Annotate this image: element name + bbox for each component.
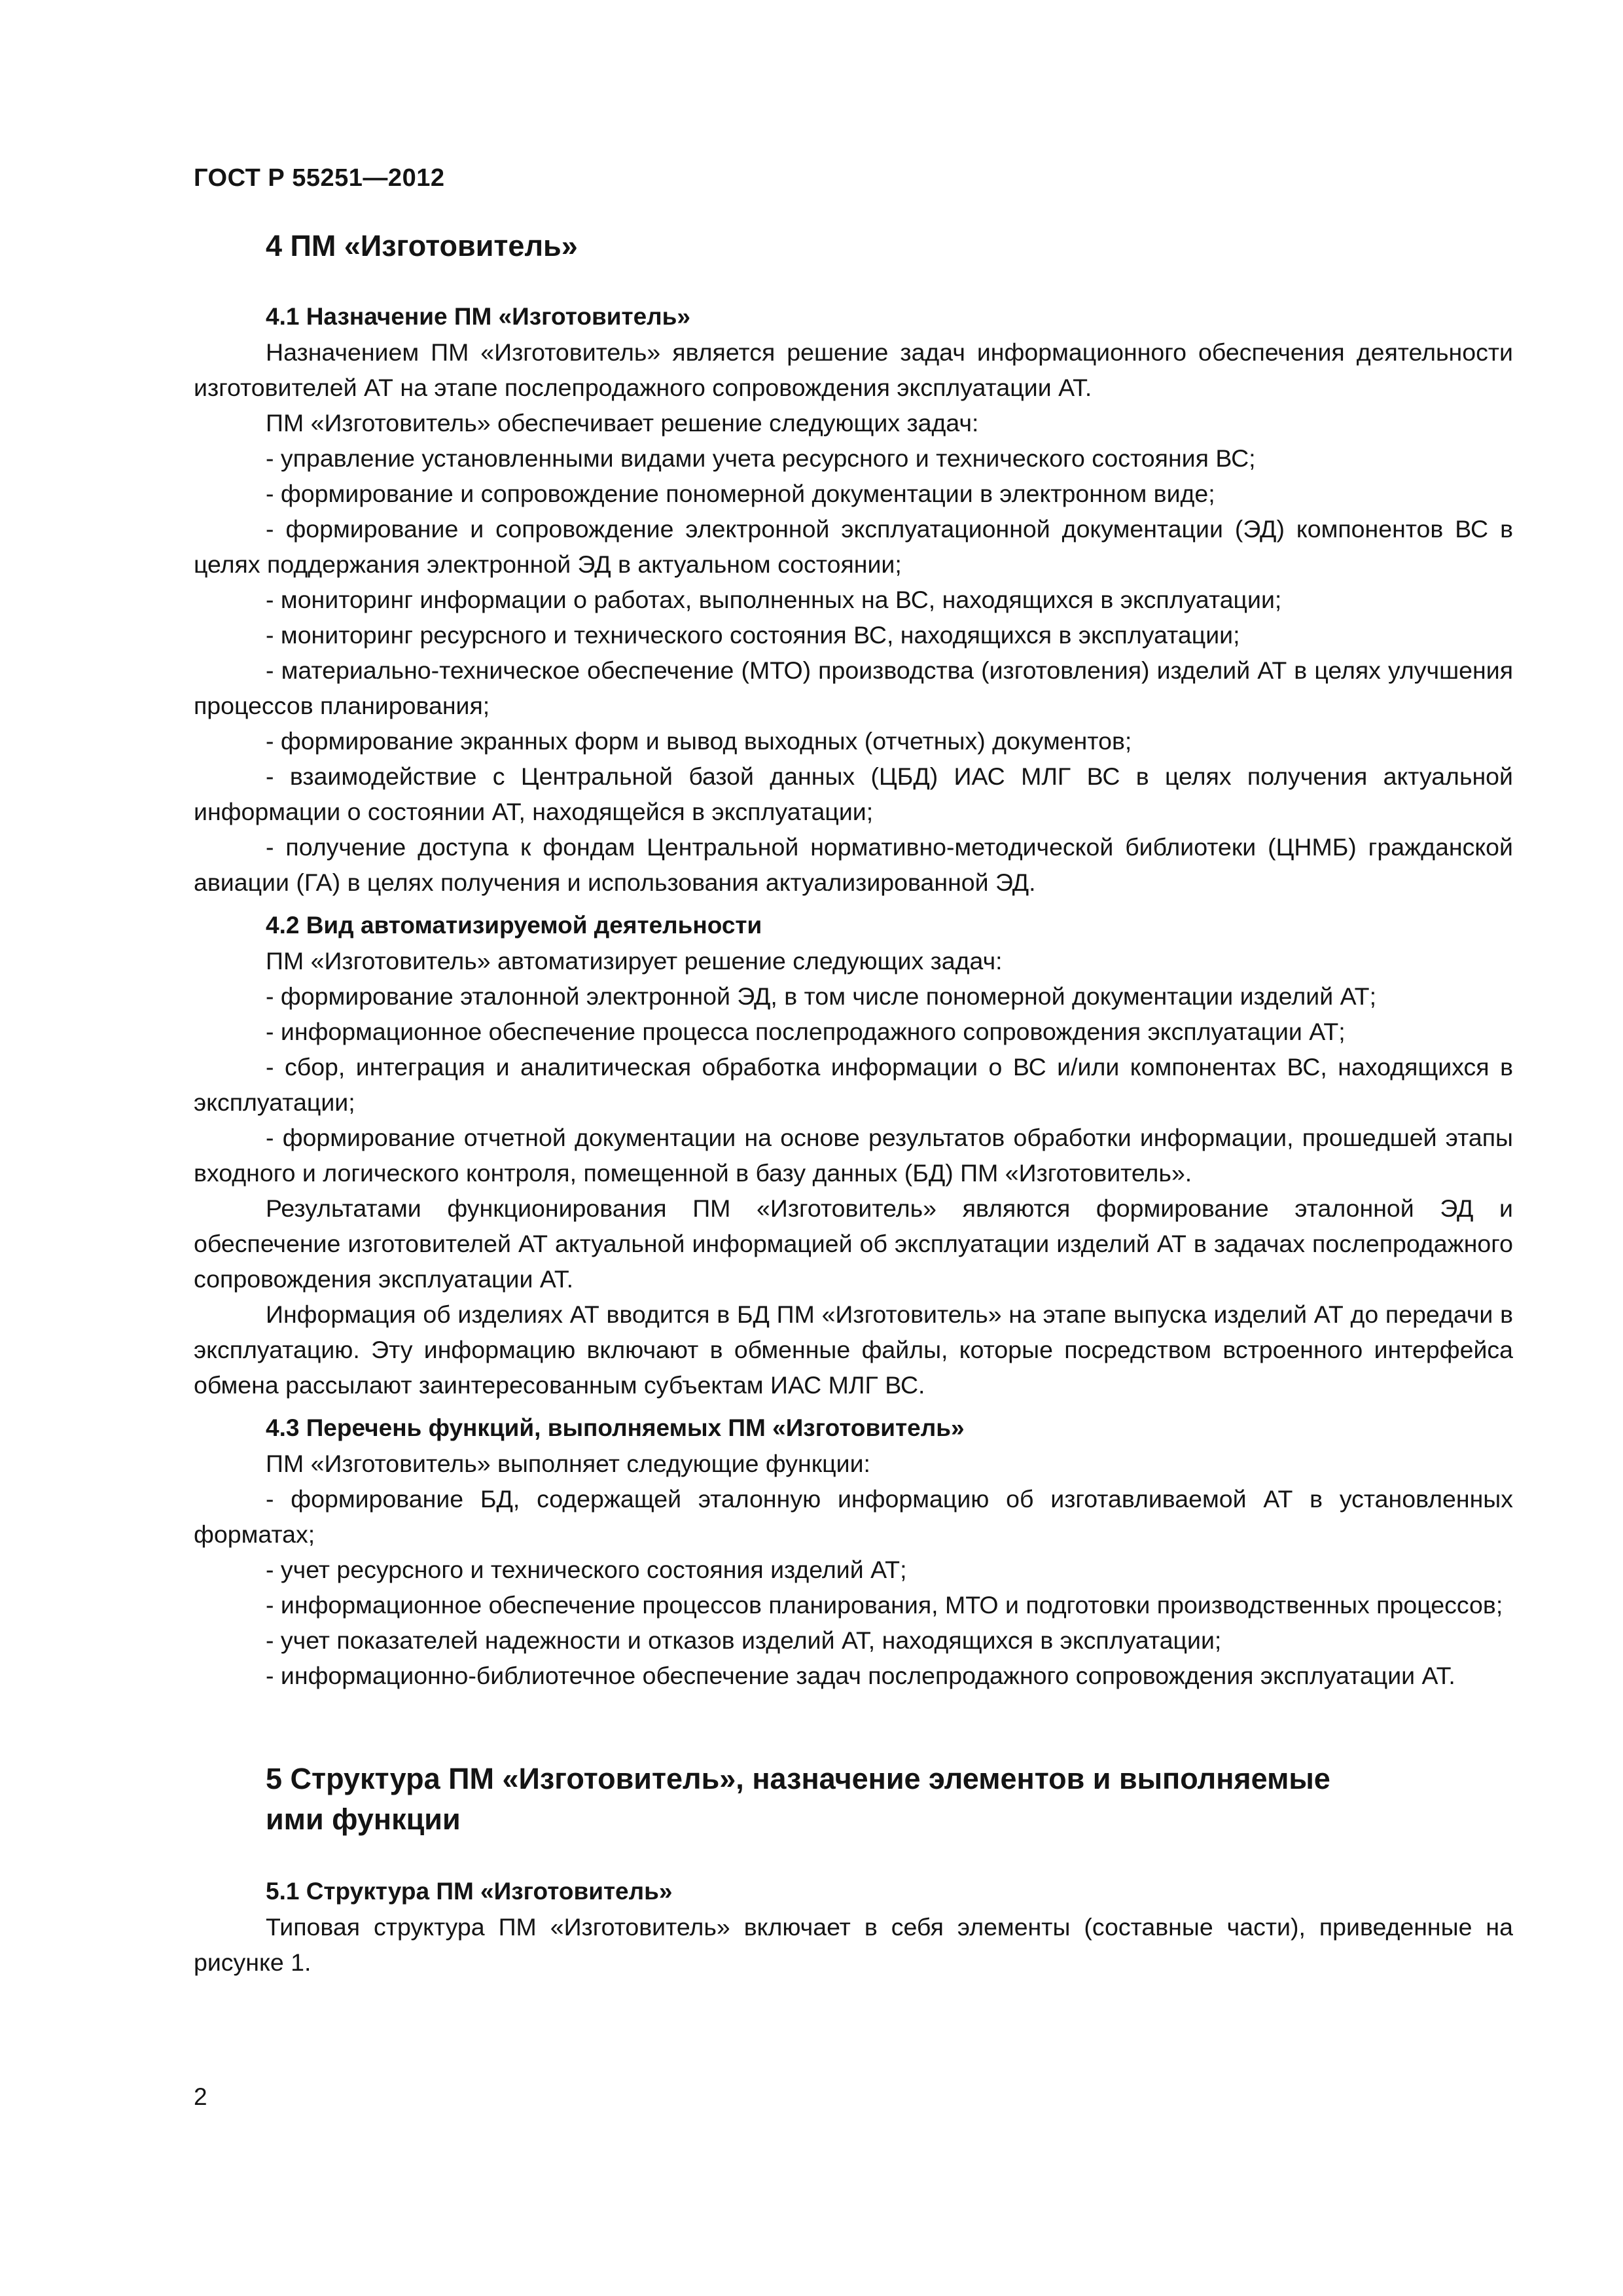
section-4-title: 4 ПМ «Изготовитель»	[266, 229, 578, 262]
paragraph: ПМ «Изготовитель» выполняет следующие функции:	[266, 1450, 870, 1477]
list-item: - формирование эталонной электронной ЭД, в том числе пономерной документации изделий АТ;	[266, 982, 1377, 1010]
list-item: - информационное обеспечение процесса послепродажного сопровождения эксплуатации АТ;	[266, 1018, 1346, 1045]
list-item: - взаимодействие с Центральной базой данных (ЦБД) ИАС МЛГ ВС в целях получения актуальной информации о состоянии АТ, находящейся в эксплуатации;	[194, 762, 1513, 825]
list-item: - учет показателей надежности и отказов изделий АТ, находящихся в эксплуатации;	[266, 1626, 1222, 1654]
document-body	[194, 226, 1513, 1980]
paragraph: ПМ «Изготовитель» автоматизирует решение следующих задач:	[266, 947, 1003, 975]
paragraph: ПМ «Изготовитель» обеспечивает решение следующих задач:	[266, 409, 979, 437]
list-item: - информационное обеспечение процессов планирования, МТО и подготовки производственных процессов;	[266, 1591, 1503, 1619]
paragraph: Типовая структура ПМ «Изготовитель» включает в себя элементы (составные части), приведенные на рисунке 1.	[194, 1913, 1513, 1976]
list-item: - формирование БД, содержащей эталонную информацию об изготавливаемой АТ в установленных форматах;	[194, 1485, 1513, 1548]
list-item: - формирование и сопровождение электронной эксплуатационной документации (ЭД) компонентов ВС в целях поддержания электронной ЭД в актуальном состоянии;	[194, 515, 1513, 578]
list-item: - учет ресурсного и технического состояния изделий АТ;	[266, 1556, 907, 1583]
list-item: - формирование и сопровождение пономерной документации в электронном виде;	[266, 480, 1215, 507]
list-item: - формирование экранных форм и вывод выходных (отчетных) документов;	[266, 727, 1132, 755]
list-item: - материально-техническое обеспечение (МТО) производства (изготовления) изделий АТ в целях улучшения процессов планирования;	[194, 656, 1513, 719]
list-item: - мониторинг ресурсного и технического состояния ВС, находящихся в эксплуатации;	[266, 621, 1240, 649]
list-item: - мониторинг информации о работах, выполненных на ВС, находящихся в эксплуатации;	[266, 586, 1282, 613]
section-5-title-line-2: ими функции	[266, 1803, 461, 1836]
paragraph: Назначением ПМ «Изготовитель» является решение задач информационного обеспечения деятельности изготовителей АТ на этапе послепродажного сопровождения эксплуатации АТ.	[194, 338, 1513, 401]
document-code: ГОСТ Р 55251—2012	[194, 164, 445, 192]
document-page	[194, 0, 1513, 2296]
section-5-title-line-1: 5 Структура ПМ «Изготовитель», назначение элементов и выполняемые	[266, 1762, 1330, 1795]
page-number: 2	[194, 2083, 207, 2110]
list-item: - получение доступа к фондам Центральной нормативно-методической библиотеки (ЦНМБ) гражданской авиации (ГА) в целях получения и использования актуализированной ЭД.	[194, 833, 1513, 896]
subsection-4-1-title: 4.1 Назначение ПМ «Изготовитель»	[266, 303, 690, 330]
list-item: - формирование отчетной документации на основе результатов обработки информации, прошедшей этапы входного и логического контроля, помещенной в базу данных (БД) ПМ «Изготовитель».	[194, 1124, 1513, 1187]
list-item: - сбор, интеграция и аналитическая обработка информации о ВС и/или компонентах ВС, находящихся в эксплуатации;	[194, 1053, 1513, 1116]
list-item: - информационно-библиотечное обеспечение задач послепродажного сопровождения эксплуатации АТ.	[266, 1662, 1455, 1689]
subsection-4-2-title: 4.2 Вид автоматизируемой деятельности	[266, 912, 762, 939]
subsection-4-3-title: 4.3 Перечень функций, выполняемых ПМ «Изготовитель»	[266, 1414, 965, 1441]
paragraph: Результатами функционирования ПМ «Изготовитель» являются формирование эталонной ЭД и обеспечение изготовителей АТ актуальной информацией об эксплуатации изделий АТ в задачах послепродажного сопровождения эксплуатации АТ.	[194, 1194, 1513, 1293]
section-5-title	[194, 1759, 1513, 1840]
list-item: - управление установленными видами учета ресурсного и технического состояния ВС;	[266, 444, 1256, 472]
subsection-5-1-title: 5.1 Структура ПМ «Изготовитель»	[266, 1878, 673, 1905]
paragraph: Информация об изделиях АТ вводится в БД ПМ «Изготовитель» на этапе выпуска изделий АТ до передачи в эксплуатацию. Эту информацию включают в обменные файлы, которые посредством встроенного интерфейса обмена рассылают заинтересованным субъектам ИАС МЛГ ВС.	[194, 1300, 1513, 1399]
